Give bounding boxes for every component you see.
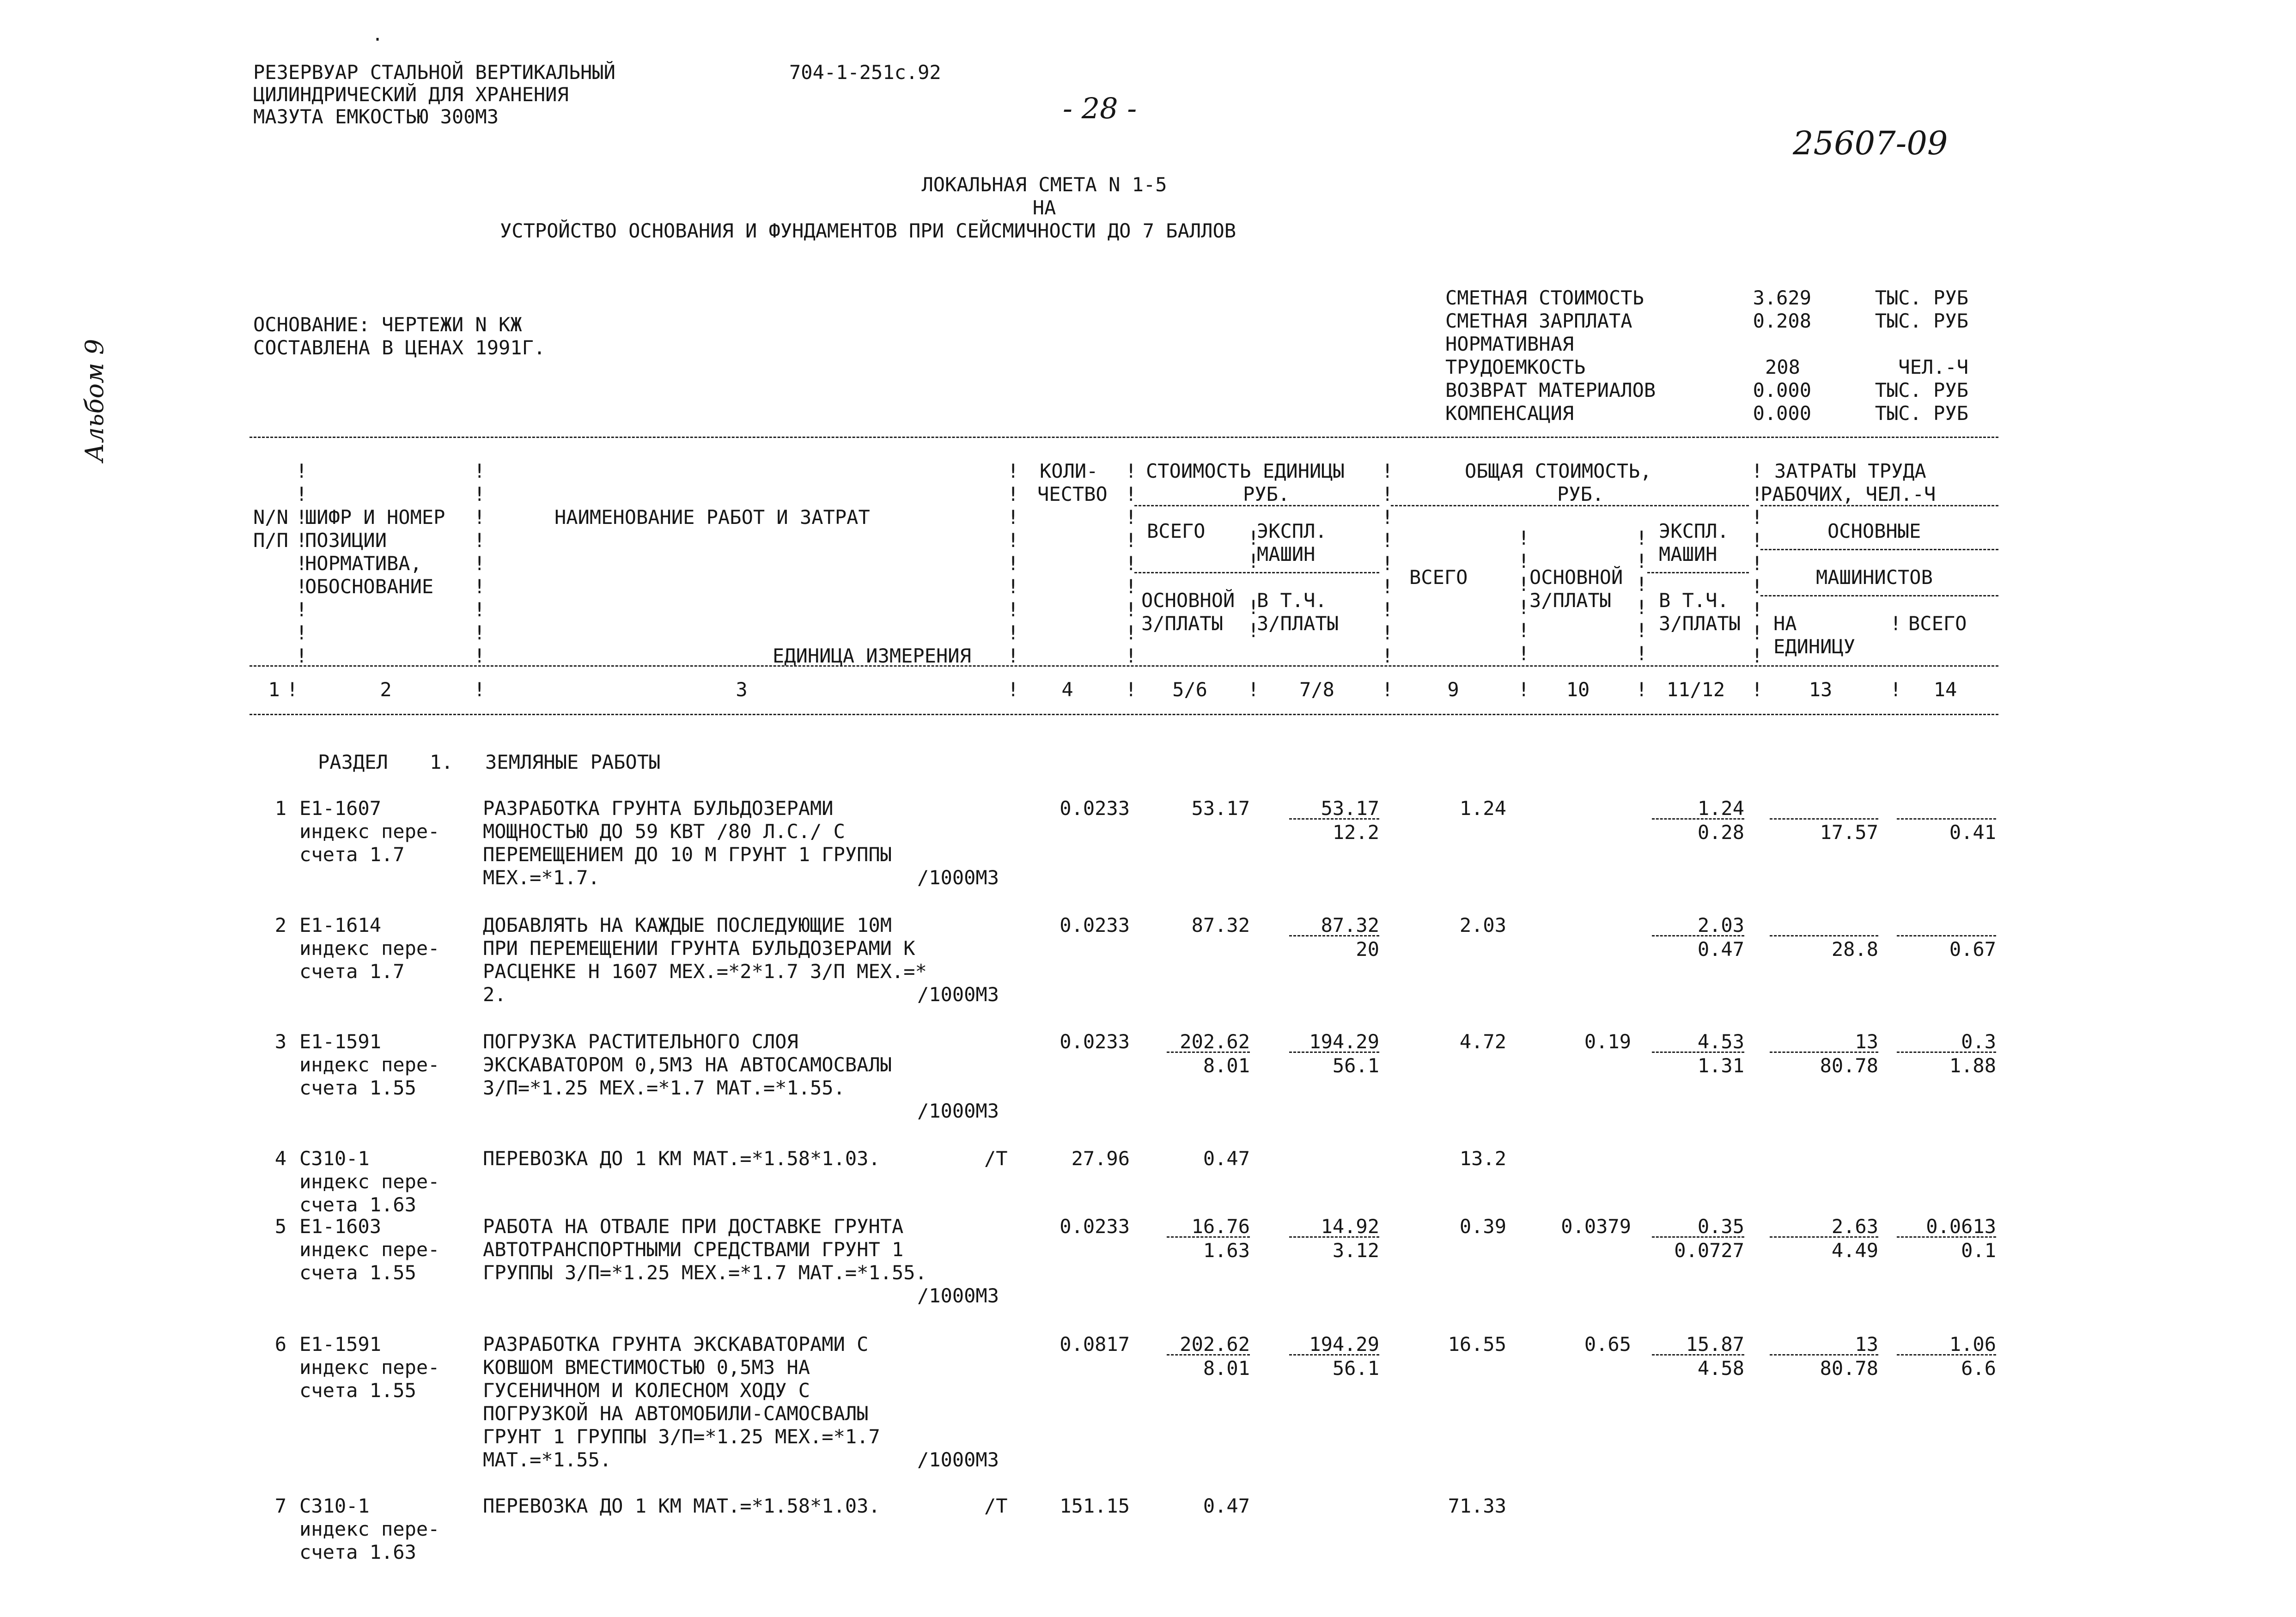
header-base-wage: ОСНОВНОЙ bbox=[1141, 589, 1235, 612]
cell-split-rule bbox=[1652, 818, 1744, 820]
row-work-name: МЕХ.=*1.7. bbox=[483, 866, 600, 889]
section-number: 1. bbox=[430, 751, 453, 773]
header-qty: КОЛИ- bbox=[1040, 460, 1098, 482]
header-separator: ! bbox=[1636, 678, 1648, 701]
row-value: 0.65 bbox=[1584, 1333, 1631, 1356]
header-separator: ! ! ! ! ! ! ! ! ! bbox=[1751, 460, 1763, 667]
row-value: 194.29 bbox=[1309, 1030, 1379, 1053]
row-code: счета 1.55 bbox=[299, 1076, 416, 1099]
row-code: счета 1.55 bbox=[299, 1261, 416, 1284]
row-value: 28.8 bbox=[1831, 938, 1878, 960]
row-work-name: З/П=*1.25 МЕХ.=*1.7 МАТ.=*1.55. bbox=[483, 1076, 845, 1099]
row-unit: /1000М3 bbox=[917, 983, 999, 1006]
row-value: 1.88 bbox=[1949, 1054, 1996, 1077]
row-value: 1.24 bbox=[1697, 797, 1744, 820]
header-code: ШИФР И НОМЕР bbox=[305, 506, 445, 529]
row-value: 15.87 bbox=[1686, 1333, 1744, 1356]
cell-split-rule bbox=[1897, 1052, 1996, 1053]
row-unit: /1000М3 bbox=[917, 866, 999, 889]
row-code: счета 1.63 bbox=[299, 1193, 416, 1216]
header-overall-total: ВСЕГО bbox=[1409, 566, 1468, 589]
row-code: счета 1.7 bbox=[299, 843, 405, 866]
row-work-name: РАЗРАБОТКА ГРУНТА ЭКСКАВАТОРАМИ С bbox=[483, 1333, 869, 1356]
header-overall-base-wage: ОСНОВНОЙ bbox=[1529, 566, 1623, 589]
header-unit-cost: РУБ. bbox=[1243, 483, 1290, 505]
row-value: 16.55 bbox=[1448, 1333, 1506, 1356]
basis-prices: СОСТАВЛЕНА В ЦЕНАХ 1991Г. bbox=[253, 336, 546, 359]
row-number: 7 bbox=[274, 1495, 286, 1517]
row-value: 2.03 bbox=[1697, 914, 1744, 936]
row-value: 0.41 bbox=[1949, 821, 1996, 844]
header-separator: ! bbox=[1248, 678, 1260, 701]
summary-unit: ТЫС. РУБ bbox=[1875, 310, 1968, 332]
header-separator: ! ! ! ! bbox=[1248, 527, 1260, 642]
row-value: 80.78 bbox=[1820, 1054, 1878, 1077]
column-number: 4 bbox=[1061, 678, 1073, 701]
header-code: НОРМАТИВА, bbox=[305, 552, 422, 575]
row-code: Е1-1607 bbox=[299, 797, 382, 820]
header-rule bbox=[1760, 595, 1998, 596]
header-separator: ! bbox=[286, 678, 298, 701]
row-code: счета 1.7 bbox=[299, 960, 405, 983]
row-code: С310-1 bbox=[299, 1147, 370, 1170]
row-value: 8.01 bbox=[1203, 1357, 1250, 1380]
row-value: 80.78 bbox=[1820, 1357, 1878, 1380]
row-work-name: АВТОТРАНСПОРТНЫМИ СРЕДСТВАМИ ГРУНТ 1 bbox=[483, 1238, 904, 1261]
header-rule bbox=[1760, 549, 1998, 550]
cell-split-rule bbox=[1167, 1354, 1250, 1356]
column-number: 11/12 bbox=[1666, 678, 1725, 701]
row-code: счета 1.63 bbox=[299, 1541, 416, 1563]
header-overall-cost: ОБЩАЯ СТОИМОСТЬ, bbox=[1465, 460, 1652, 482]
summary-label: ВОЗВРАТ МАТЕРИАЛОВ bbox=[1445, 379, 1656, 401]
header-overall-base-wage: З/ПЛАТЫ bbox=[1529, 589, 1612, 612]
registration-number: 25607-09 bbox=[1793, 124, 1948, 162]
header-rule bbox=[1134, 505, 1379, 506]
stray-dot: . bbox=[372, 24, 384, 45]
cell-split-rule bbox=[1770, 1052, 1878, 1053]
section-label: РАЗДЕЛ bbox=[318, 751, 388, 773]
table-header-bottom-rule bbox=[250, 714, 1998, 715]
header-overall-machine-ops: МАШИН bbox=[1659, 543, 1717, 565]
section-title: ЗЕМЛЯНЫЕ РАБОТЫ bbox=[485, 751, 661, 773]
row-value: 1.31 bbox=[1697, 1054, 1744, 1077]
column-number: 7/8 bbox=[1299, 678, 1334, 701]
summary-value: 0.000 bbox=[1753, 379, 1811, 401]
row-number: 4 bbox=[274, 1147, 286, 1170]
row-value: 0.35 bbox=[1697, 1215, 1744, 1238]
row-value: 1.06 bbox=[1949, 1333, 1996, 1356]
object-title-line-3: МАЗУТА ЕМКОСТЬЮ 300М3 bbox=[253, 105, 499, 128]
column-number: 1 bbox=[268, 678, 280, 701]
summary-value: 0.208 bbox=[1753, 310, 1811, 332]
header-machine-ops: ЭКСПЛ. bbox=[1257, 520, 1327, 542]
row-work-name: ПЕРЕМЕЩЕНИЕМ ДО 10 М ГРУНТ 1 ГРУППЫ bbox=[483, 843, 892, 866]
header-separator: ! ! ! ! ! ! ! ! ! bbox=[1125, 460, 1137, 667]
row-code: индекс пере- bbox=[299, 1053, 440, 1076]
basis-drawings: ОСНОВАНИЕ: ЧЕРТЕЖИ N КЖ bbox=[253, 313, 522, 336]
row-value: 0.47 bbox=[1203, 1495, 1250, 1517]
header-incl-wage: З/ПЛАТЫ bbox=[1257, 612, 1339, 635]
header-separator: ! bbox=[474, 678, 486, 701]
row-value: 3.12 bbox=[1332, 1239, 1379, 1262]
row-work-name: МОЩНОСТЬЮ ДО 59 КВТ /80 Л.С./ С bbox=[483, 820, 845, 843]
summary-unit: ТЫС. РУБ bbox=[1875, 379, 1968, 401]
table-header-top-rule bbox=[250, 437, 1998, 438]
row-value: 56.1 bbox=[1332, 1357, 1379, 1380]
row-value: 20 bbox=[1356, 938, 1379, 960]
row-number: 6 bbox=[274, 1333, 286, 1356]
estimate-subject: УСТРОЙСТВО ОСНОВАНИЯ И ФУНДАМЕНТОВ ПРИ СЕЙСМИЧНОСТИ ДО 7 БАЛЛОВ bbox=[500, 219, 1236, 242]
row-code: индекс пере- bbox=[299, 1238, 440, 1261]
header-labor-total: ВСЕГО bbox=[1908, 612, 1967, 635]
row-value: 0.19 bbox=[1584, 1030, 1631, 1053]
row-value: 0.0727 bbox=[1674, 1239, 1744, 1262]
row-number: 1 bbox=[274, 797, 286, 820]
header-separator: ! ! ! ! ! ! ! ! ! bbox=[1007, 460, 1019, 667]
row-work-name: ГРУНТ 1 ГРУППЫ З/П=*1.25 МЕХ.=*1.7 bbox=[483, 1425, 880, 1448]
header-rule bbox=[1391, 505, 1749, 506]
row-unit: /Т bbox=[984, 1495, 1008, 1517]
album-label: Альбом 9 bbox=[80, 339, 109, 462]
row-value: 0.47 bbox=[1203, 1147, 1250, 1170]
row-value: 13 bbox=[1855, 1030, 1878, 1053]
cell-split-rule bbox=[1770, 1354, 1878, 1356]
row-unit: /1000М3 bbox=[917, 1100, 999, 1122]
row-value: 1.24 bbox=[1459, 797, 1506, 820]
header-overall-incl-wage: З/ПЛАТЫ bbox=[1659, 612, 1741, 635]
cell-split-rule bbox=[1652, 1354, 1744, 1356]
row-number: 3 bbox=[274, 1030, 286, 1053]
summary-label: НОРМАТИВНАЯ bbox=[1445, 333, 1574, 355]
header-separator: ! bbox=[1125, 678, 1137, 701]
header-separator: ! ! ! ! ! ! bbox=[1636, 527, 1648, 665]
row-value: 0.47 bbox=[1697, 938, 1744, 960]
header-separator: ! ! ! ! ! ! ! ! ! bbox=[296, 460, 308, 667]
row-value: 27.96 bbox=[1071, 1147, 1130, 1170]
header-separator: ! bbox=[1751, 678, 1763, 701]
estimate-title: ЛОКАЛЬНАЯ СМЕТА N 1-5 bbox=[921, 173, 1167, 196]
row-value: 12.2 bbox=[1332, 821, 1379, 844]
row-value: 87.32 bbox=[1321, 914, 1379, 936]
cell-split-rule bbox=[1770, 1236, 1878, 1238]
header-per-unit: НА bbox=[1773, 612, 1797, 635]
row-value: 4.58 bbox=[1697, 1357, 1744, 1380]
cell-split-rule bbox=[1289, 818, 1379, 820]
table-header-mid-rule bbox=[250, 665, 1998, 667]
header-machinists: МАШИНИСТОВ bbox=[1816, 566, 1933, 589]
header-code: ПОЗИЦИИ bbox=[305, 529, 387, 552]
row-code: С310-1 bbox=[299, 1495, 370, 1517]
row-value: 4.49 bbox=[1831, 1239, 1878, 1262]
header-labor: ЗАТРАТЫ ТРУДА bbox=[1774, 460, 1926, 482]
row-value: 8.01 bbox=[1203, 1054, 1250, 1077]
row-value: 56.1 bbox=[1332, 1054, 1379, 1077]
row-work-name: ДОБАВЛЯТЬ НА КАЖДЫЕ ПОСЛЕДУЮЩИЕ 10М bbox=[483, 914, 892, 936]
row-value: 4.72 bbox=[1459, 1030, 1506, 1053]
cell-split-rule bbox=[1770, 935, 1878, 936]
row-work-name: МАТ.=*1.55. bbox=[483, 1448, 612, 1471]
header-overall-cost: РУБ. bbox=[1557, 483, 1604, 505]
object-title-line-1: РЕЗЕРВУАР СТАЛЬНОЙ ВЕРТИКАЛЬНЫЙ bbox=[253, 61, 615, 84]
header-nn: N/N bbox=[253, 506, 288, 529]
cell-split-rule bbox=[1897, 818, 1996, 820]
header-incl-wage: В Т.Ч. bbox=[1257, 589, 1327, 612]
cell-split-rule bbox=[1652, 935, 1744, 936]
row-value: 1.63 bbox=[1203, 1239, 1250, 1262]
column-number: 2 bbox=[380, 678, 392, 701]
row-unit: /1000М3 bbox=[917, 1448, 999, 1471]
row-value: 0.28 bbox=[1697, 821, 1744, 844]
row-value: 2.63 bbox=[1831, 1215, 1878, 1238]
summary-value: 0.000 bbox=[1753, 402, 1811, 425]
row-value: 0.0233 bbox=[1060, 1215, 1130, 1238]
row-value: 0.0233 bbox=[1060, 797, 1130, 820]
row-value: 14.92 bbox=[1321, 1215, 1379, 1238]
header-work-name: НАИМЕНОВАНИЕ РАБОТ И ЗАТРАТ bbox=[554, 506, 870, 529]
column-number: 3 bbox=[736, 678, 748, 701]
row-value: 87.32 bbox=[1191, 914, 1250, 936]
row-unit: /1000М3 bbox=[917, 1284, 999, 1307]
header-separator: ! bbox=[1890, 678, 1902, 701]
header-unit-measure: ЕДИНИЦА ИЗМЕРЕНИЯ bbox=[773, 644, 971, 667]
row-value: 13 bbox=[1855, 1333, 1878, 1356]
row-value: 16.76 bbox=[1191, 1215, 1250, 1238]
row-code: Е1-1591 bbox=[299, 1333, 382, 1356]
row-work-name: 2. bbox=[483, 983, 506, 1006]
header-separator: ! bbox=[1007, 678, 1019, 701]
row-work-name: ЭКСКАВАТОРОМ 0,5М3 НА АВТОСАМОСВАЛЫ bbox=[483, 1053, 892, 1076]
row-work-name: ГУСЕНИЧНОМ И КОЛЕСНОМ ХОДУ С bbox=[483, 1379, 810, 1402]
row-value: 0.3 bbox=[1961, 1030, 1996, 1053]
row-number: 5 bbox=[274, 1215, 286, 1238]
cell-split-rule bbox=[1289, 1354, 1379, 1356]
row-work-name: ПЕРЕВОЗКА ДО 1 КМ МАТ.=*1.58*1.03. bbox=[483, 1147, 880, 1170]
row-value: 53.17 bbox=[1191, 797, 1250, 820]
cell-split-rule bbox=[1289, 1052, 1379, 1053]
document-code: 704-1-251с.92 bbox=[789, 61, 941, 84]
header-rule bbox=[1647, 572, 1749, 573]
row-unit: /Т bbox=[984, 1147, 1008, 1170]
row-value: 71.33 bbox=[1448, 1495, 1506, 1517]
row-code: индекс пере- bbox=[299, 1356, 440, 1379]
row-code: индекс пере- bbox=[299, 820, 440, 843]
summary-label: ТРУДОЕМКОСТЬ bbox=[1445, 356, 1586, 378]
cell-split-rule bbox=[1167, 1052, 1250, 1053]
header-labor: РАБОЧИХ, ЧЕЛ.-Ч bbox=[1760, 483, 1936, 505]
row-work-name: РАЗРАБОТКА ГРУНТА БУЛЬДОЗЕРАМИ bbox=[483, 797, 834, 820]
row-work-name: КОВШОМ ВМЕСТИМОСТЬЮ 0,5М3 НА bbox=[483, 1356, 810, 1379]
row-work-name: ПЕРЕВОЗКА ДО 1 КМ МАТ.=*1.58*1.03. bbox=[483, 1495, 880, 1517]
header-separator: ! ! ! ! ! ! ! ! ! bbox=[474, 460, 486, 667]
cell-split-rule bbox=[1289, 1236, 1379, 1238]
row-value: 0.0613 bbox=[1926, 1215, 1996, 1238]
column-number: 9 bbox=[1447, 678, 1459, 701]
estimate-title-on: НА bbox=[1032, 196, 1056, 219]
cell-split-rule bbox=[1652, 1236, 1744, 1238]
header-code: ОБОСНОВАНИЕ bbox=[305, 575, 434, 598]
row-number: 2 bbox=[274, 914, 286, 936]
row-work-name: ПОГРУЗКОЙ НА АВТОМОБИЛИ-САМОСВАЛЫ bbox=[483, 1402, 869, 1425]
header-overall-machine-ops: ЭКСПЛ. bbox=[1659, 520, 1729, 542]
row-value: 53.17 bbox=[1321, 797, 1379, 820]
summary-value: 3.629 bbox=[1753, 286, 1811, 309]
column-number: 5/6 bbox=[1172, 678, 1207, 701]
cell-split-rule bbox=[1770, 818, 1878, 820]
summary-label: СМЕТНАЯ СТОИМОСТЬ bbox=[1445, 286, 1644, 309]
summary-label: КОМПЕНСАЦИЯ bbox=[1445, 402, 1574, 425]
summary-unit: ТЫС. РУБ bbox=[1875, 286, 1968, 309]
row-code: индекс пере- bbox=[299, 1518, 440, 1540]
header-overall-incl-wage: В Т.Ч. bbox=[1659, 589, 1729, 612]
page-number: - 28 - bbox=[1063, 91, 1137, 125]
cell-split-rule bbox=[1897, 1354, 1996, 1356]
header-rule bbox=[1760, 505, 1998, 506]
row-value: 0.0233 bbox=[1060, 1030, 1130, 1053]
row-work-name: ПОГРУЗКА РАСТИТЕЛЬНОГО СЛОЯ bbox=[483, 1030, 798, 1053]
header-separator: ! bbox=[1890, 612, 1902, 635]
row-value: 151.15 bbox=[1060, 1495, 1130, 1517]
row-code: счета 1.55 bbox=[299, 1379, 416, 1402]
row-value: 0.0233 bbox=[1060, 914, 1130, 936]
column-number: 13 bbox=[1809, 678, 1833, 701]
row-value: 2.03 bbox=[1459, 914, 1506, 936]
summary-label: СМЕТНАЯ ЗАРПЛАТА bbox=[1445, 310, 1632, 332]
object-title-line-2: ЦИЛИНДРИЧЕСКИЙ ДЛЯ ХРАНЕНИЯ bbox=[253, 83, 569, 106]
cell-split-rule bbox=[1897, 935, 1996, 936]
header-separator: ! ! ! ! ! ! ! ! ! bbox=[1382, 460, 1394, 667]
row-value: 0.0379 bbox=[1561, 1215, 1631, 1238]
header-qty: ЧЕСТВО bbox=[1037, 483, 1108, 505]
header-machine-ops: МАШИН bbox=[1257, 543, 1315, 565]
row-value: 4.53 bbox=[1697, 1030, 1744, 1053]
row-value: 202.62 bbox=[1180, 1030, 1250, 1053]
header-unit-cost: СТОИМОСТЬ ЕДИНИЦЫ bbox=[1146, 460, 1345, 482]
row-work-name: РАБОТА НА ОТВАЛЕ ПРИ ДОСТАВКЕ ГРУНТА bbox=[483, 1215, 904, 1238]
cell-split-rule bbox=[1652, 1052, 1744, 1053]
header-separator: ! bbox=[1518, 678, 1530, 701]
row-code: Е1-1614 bbox=[299, 914, 382, 936]
cell-split-rule bbox=[1289, 935, 1379, 936]
row-work-name: РАСЦЕНКЕ Н 1607 МЕХ.=*2*1.7 З/П МЕХ.=* bbox=[483, 960, 927, 983]
row-value: 17.57 bbox=[1820, 821, 1878, 844]
row-value: 0.39 bbox=[1459, 1215, 1506, 1238]
row-code: индекс пере- bbox=[299, 1170, 440, 1193]
header-base-wage: З/ПЛАТЫ bbox=[1141, 612, 1224, 635]
row-code: индекс пере- bbox=[299, 937, 440, 960]
header-total: ВСЕГО bbox=[1147, 520, 1206, 542]
summary-unit: ЧЕЛ.-Ч bbox=[1898, 356, 1968, 378]
header-separator: ! ! ! ! ! ! bbox=[1518, 527, 1530, 665]
row-value: 0.67 bbox=[1949, 938, 1996, 960]
header-nn: П/П bbox=[253, 529, 288, 552]
cell-split-rule bbox=[1897, 1236, 1996, 1238]
header-main-workers: ОСНОВНЫЕ bbox=[1827, 520, 1921, 542]
column-number: 14 bbox=[1933, 678, 1957, 701]
row-work-name: ПРИ ПЕРЕМЕЩЕНИИ ГРУНТА БУЛЬДОЗЕРАМИ К bbox=[483, 937, 915, 960]
summary-value: 208 bbox=[1765, 356, 1800, 378]
row-value: 13.2 bbox=[1459, 1147, 1506, 1170]
column-number: 10 bbox=[1566, 678, 1590, 701]
summary-unit: ТЫС. РУБ bbox=[1875, 402, 1968, 425]
row-value: 0.0817 bbox=[1060, 1333, 1130, 1356]
row-code: Е1-1591 bbox=[299, 1030, 382, 1053]
row-value: 202.62 bbox=[1180, 1333, 1250, 1356]
cell-split-rule bbox=[1167, 1236, 1250, 1238]
header-per-unit: ЕДИНИЦУ bbox=[1773, 635, 1856, 658]
row-value: 0.1 bbox=[1961, 1239, 1996, 1262]
header-separator: ! bbox=[1382, 678, 1394, 701]
row-value: 194.29 bbox=[1309, 1333, 1379, 1356]
row-value: 6.6 bbox=[1961, 1357, 1996, 1380]
row-code: Е1-1603 bbox=[299, 1215, 382, 1238]
row-work-name: ГРУППЫ З/П=*1.25 МЕХ.=*1.7 МАТ.=*1.55. bbox=[483, 1261, 927, 1284]
